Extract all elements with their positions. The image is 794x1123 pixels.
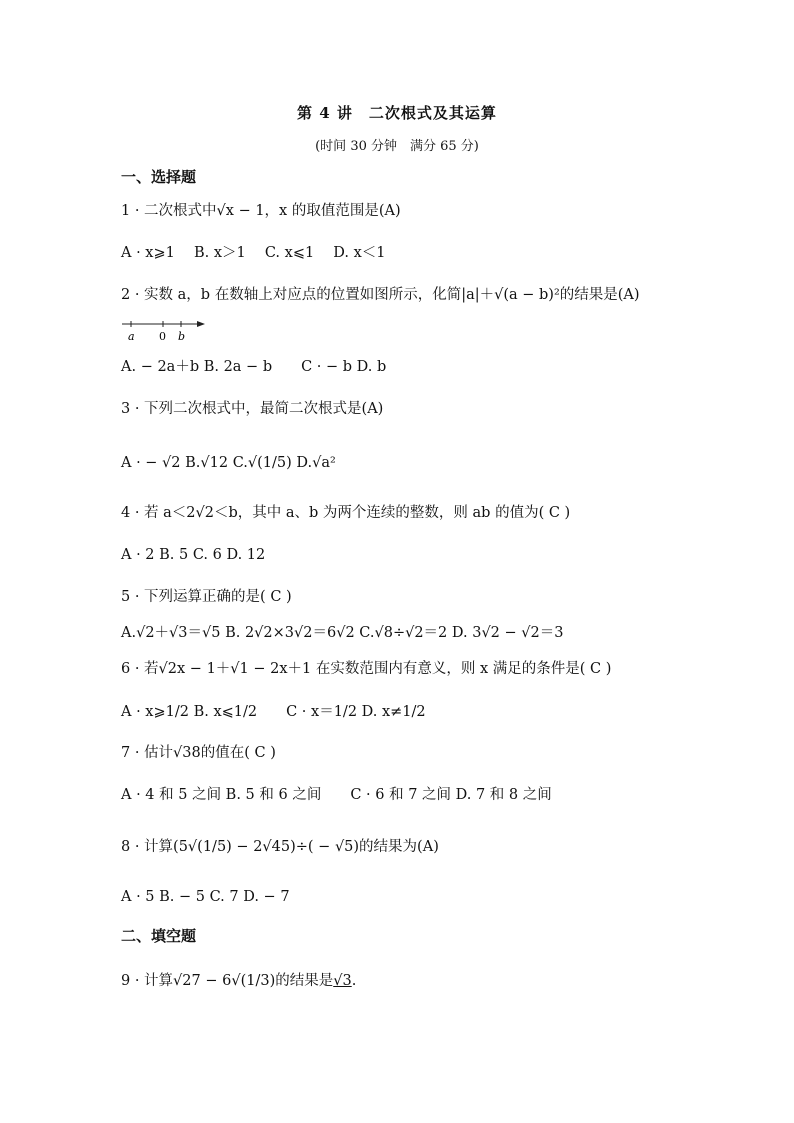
axis-label-a: a xyxy=(128,330,135,343)
question-1: 1 · 二次根式中√x − 1，x 的取值范围是(A) xyxy=(121,203,401,219)
question-4: 4 · 若 a＜2√2＜b，其中 a、b 为两个连续的整数，则 ab 的值为( C ) xyxy=(121,505,571,521)
page-subtitle: (时间 30 分钟 满分 65 分) xyxy=(315,139,479,154)
question-8: 8 · 计算(5√(1/5) − 2√45)÷( − √5)的结果为(A) xyxy=(121,839,439,855)
question-7: 7 · 估计√38的值在( C ) xyxy=(121,745,276,761)
question-6-options: A · x⩾1/2 B. x⩽1/2 C · x＝1/2 D. x≠1/2 xyxy=(121,704,426,720)
number-line-figure xyxy=(121,318,211,344)
question-9 xyxy=(121,970,356,992)
axis-label-zero: 0 xyxy=(159,330,166,343)
question-2-options: A. − 2a＋b B. 2a − b C · − b D. b xyxy=(121,359,387,375)
question-3-options: A · − √2 B.√12 C.√(1/5) D.√a² xyxy=(121,455,336,471)
question-9-period: . xyxy=(351,973,357,989)
section-fill-heading: 二、填空题 xyxy=(121,927,197,945)
question-1-options: A · x⩾1 B. x＞1 C. x⩽1 D. x＜1 xyxy=(121,245,386,261)
question-3: 3 · 下列二次根式中，最简二次根式是(A) xyxy=(121,401,384,417)
question-8-options: A · 5 B. − 5 C. 7 D. − 7 xyxy=(121,889,290,905)
question-2: 2 · 实数 a，b 在数轴上对应点的位置如图所示，化简|a|＋√(a − b)²的结果是(A) xyxy=(121,287,640,303)
question-5-options: A.√2＋√3＝√5 B. 2√2×3√2＝6√2 C.√8÷√2＝2 D. 3√2 − √2＝3 xyxy=(121,625,564,641)
question-6: 6 · 若√2x − 1＋√1 − 2x＋1 在实数范围内有意义，则 x 满足的条件是( C ) xyxy=(121,661,612,677)
question-4-options: A · 2 B. 5 C. 6 D. 12 xyxy=(121,547,266,563)
question-9-text: 9 · 计算√27 − 6√(1/3)的结果是 xyxy=(121,973,334,989)
question-5: 5 · 下列运算正确的是( C ) xyxy=(121,589,292,605)
axis-label-b: b xyxy=(178,330,186,343)
page-title: 第 4 讲 二次根式及其运算 xyxy=(297,104,497,122)
question-7-options: A · 4 和 5 之间 B. 5 和 6 之间 C · 6 和 7 之间 D. 7 和 8 之间 xyxy=(121,787,552,803)
number-line-svg xyxy=(121,318,211,344)
number-line-arrow xyxy=(197,321,205,327)
section-choice-heading: 一、选择题 xyxy=(121,168,197,186)
question-9-answer: √3 xyxy=(333,973,352,989)
